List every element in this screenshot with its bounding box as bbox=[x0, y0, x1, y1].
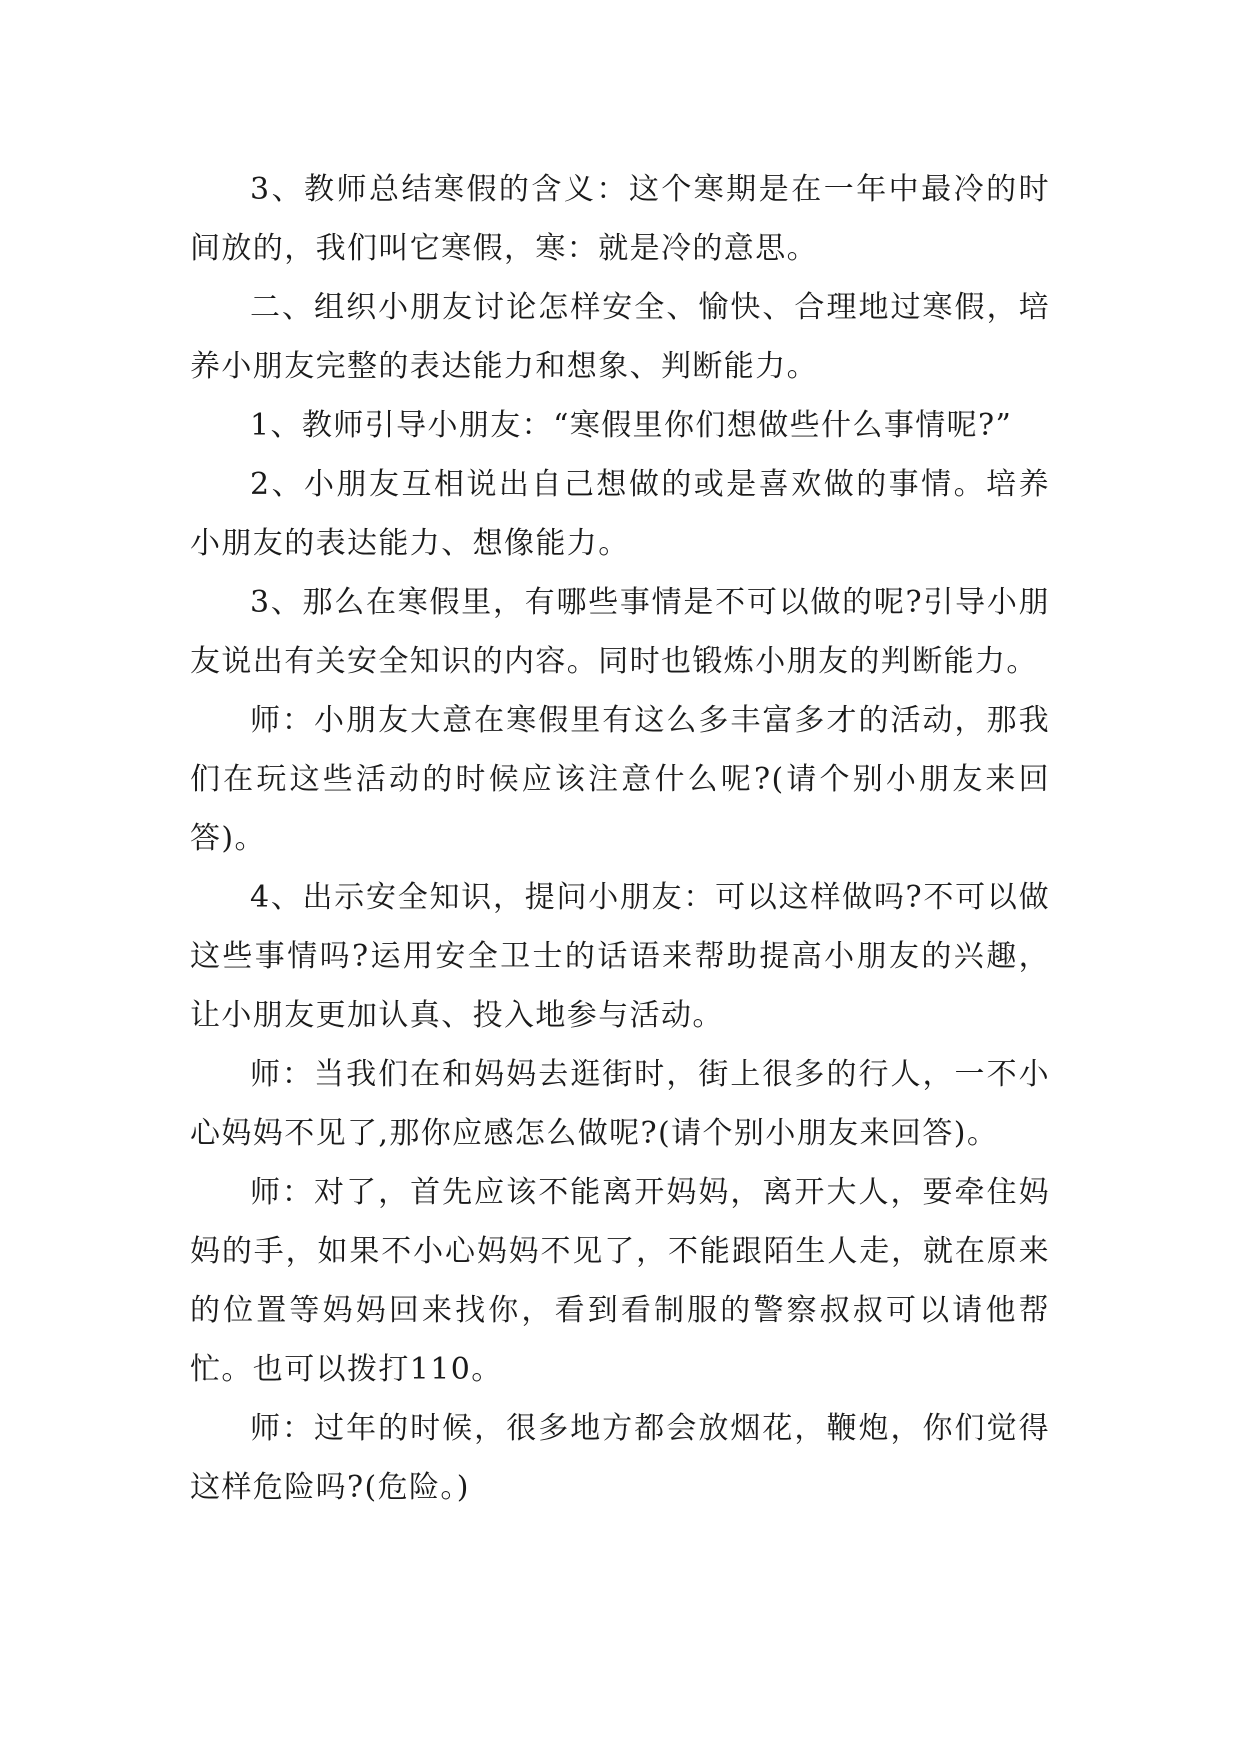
paragraph-step-three: 3、那么在寒假里，有哪些事情是不可以做的呢?引导小朋友说出有关安全知识的内容。同时也锻炼小朋友的判断能力。 bbox=[190, 585, 1050, 679]
document-body bbox=[190, 160, 1050, 1517]
paragraph-teacher-activities: 师：小朋友大意在寒假里有这么多丰富多才的活动，那我们在玩这些活动的时候应该注意什么呢?(请个别小朋友来回答)。 bbox=[190, 703, 1050, 856]
paragraph-teacher-lost-mother: 师：对了，首先应该不能离开妈妈，离开大人，要牵住妈妈的手，如果不小心妈妈不见了，不能跟陌生人走，就在原来的位置等妈妈回来找你，看到看制服的警察叔叔可以请他帮忙。也可以拨打110。 bbox=[190, 1175, 1050, 1387]
paragraph-teacher-shopping: 师：当我们在和妈妈去逛街时，街上很多的行人，一不小心妈妈不见了,那你应感怎么做呢?(请个别小朋友来回答)。 bbox=[190, 1057, 1050, 1151]
paragraph-step-two: 2、小朋友互相说出自己想做的或是喜欢做的事情。培养小朋友的表达能力、想像能力。 bbox=[190, 467, 1050, 561]
paragraph-teacher-fireworks: 师：过年的时候，很多地方都会放烟花，鞭炮，你们觉得这样危险吗?(危险。) bbox=[190, 1411, 1050, 1505]
paragraph-summary-winter-break: 3、教师总结寒假的含义：这个寒期是在一年中最冷的时间放的，我们叫它寒假，寒：就是冷的意思。 bbox=[190, 172, 1050, 266]
paragraph-section-two: 二、组织小朋友讨论怎样安全、愉快、合理地过寒假，培养小朋友完整的表达能力和想象、判断能力。 bbox=[190, 290, 1050, 384]
paragraph-step-four: 4、出示安全知识，提问小朋友：可以这样做吗?不可以做这些事情吗?运用安全卫士的话语来帮助提高小朋友的兴趣，让小朋友更加认真、投入地参与活动。 bbox=[190, 880, 1050, 1033]
paragraph-step-one: 1、教师引导小朋友：“寒假里你们想做些什么事情呢?” bbox=[250, 408, 1013, 443]
